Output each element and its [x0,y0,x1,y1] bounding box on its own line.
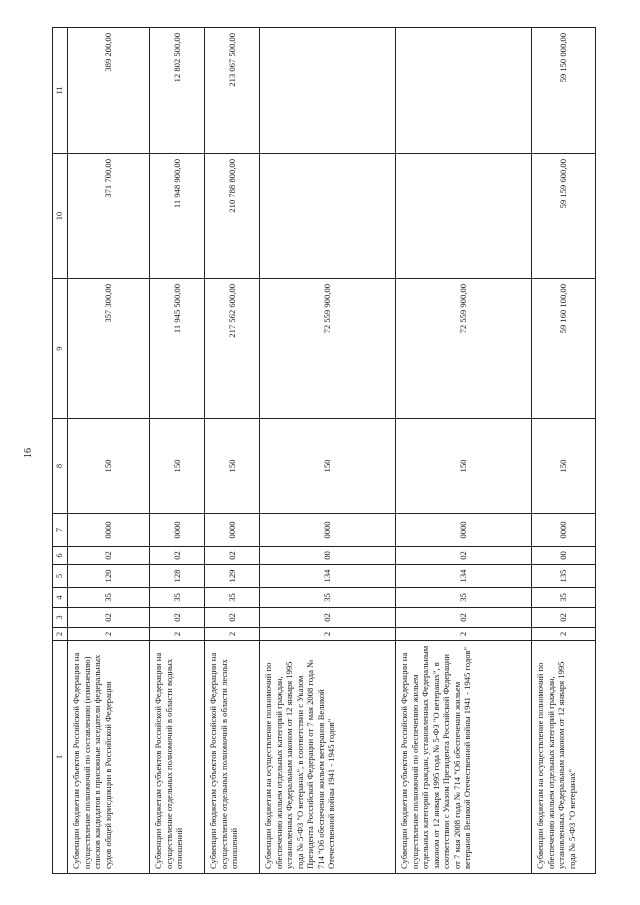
amount-cell: 11 948 900,00 [150,154,205,279]
code-cell: 150 [260,419,396,514]
code-cell: 00 [260,547,396,565]
code-cell: 150 [532,419,596,514]
amount-cell: 213 067 500,00 [205,28,260,154]
code-cell: 2 [150,628,205,641]
amount-cell [260,28,396,154]
row-name: Субвенции бюджетам субъектов Российской Федерации на осуществление полномочий по составлению (изменению) списков кандидатов в присяжные заседатели федеральных судов общей юрисдикции в Российской Федерации [68,641,150,874]
amount-cell: 12 802 500,00 [150,28,205,154]
table-row [396,28,532,874]
code-cell: 35 [260,588,396,608]
amount-cell: 59 159 600,00 [532,154,596,279]
table-row [150,28,205,874]
amount-cell: 357 300,00 [68,279,150,419]
column-header: 2 [53,628,68,641]
code-cell: 135 [532,565,596,588]
column-header: 10 [53,154,68,279]
code-cell: 02 [150,608,205,628]
amount-cell: 59 150 000,00 [532,28,596,154]
code-cell: 150 [205,419,260,514]
code-cell: 0000 [150,514,205,547]
column-header: 7 [53,514,68,547]
code-cell: 0000 [532,514,596,547]
code-cell: 0000 [396,514,532,547]
code-cell: 150 [68,419,150,514]
code-cell: 2 [532,628,596,641]
code-cell: 02 [68,547,150,565]
row-name: Субвенции бюджетам на осуществление полномочий по обеспечению жильем отдельных категорий граждан, установленных Федеральным законом от 12 января 1995 года № 5-ФЗ "О ветеранах" [532,641,596,874]
code-cell: 0000 [260,514,396,547]
amount-cell [396,28,532,154]
amount-cell: 210 788 800,00 [205,154,260,279]
column-header: 6 [53,547,68,565]
code-cell: 35 [68,588,150,608]
rotated-table-frame [52,28,602,874]
column-header: 8 [53,419,68,514]
column-header: 3 [53,608,68,628]
code-cell: 2 [68,628,150,641]
code-cell: 2 [205,628,260,641]
column-header: 1 [53,641,68,874]
row-name: Субвенции бюджетам субъектов Российской Федерации на осуществление отдельных полномочий в области водных отношений [150,641,205,874]
code-cell: 02 [68,608,150,628]
code-cell: 2 [396,628,532,641]
amount-cell: 11 945 500,00 [150,279,205,419]
row-name: Субвенции бюджетам на осуществление полномочий по обеспечению жильем отдельных категорий граждан, установленных Федеральным законом от 12 января 1995 года № 5-ФЗ "О ветеранах", в соответствии с Указом Президента Российской Федерации от 7 мая 2008 года № 714 "Об обеспечении жильем ветеранов Великой Отечественной войны 1941 - 1945 годов" [260,641,396,874]
code-cell: 134 [260,565,396,588]
column-header: 9 [53,279,68,419]
column-header: 11 [53,28,68,154]
page-number: 16 [23,448,34,458]
amount-cell: 72 559 900,00 [260,279,396,419]
code-cell: 02 [396,608,532,628]
code-cell: 02 [396,547,532,565]
code-cell: 00 [532,547,596,565]
code-cell: 02 [532,608,596,628]
row-name: Субвенции бюджетам субъектов Российской Федерации на осуществление полномочий по обеспечению жильем отдельных категорий граждан, установленных Федеральным законом от 12 января 1995 года № 5-ФЗ "О ветеранах", в соответствии с Указом Президента Российской Федерации от 7 мая 2008 года № 714 "Об обеспечении жильем ветеранов Великой Отечественной войны 1941 - 1945 годов" [396,641,532,874]
amount-cell: 217 562 600,00 [205,279,260,419]
code-cell: 35 [396,588,532,608]
table-row [260,28,396,874]
amount-cell: 371 700,00 [68,154,150,279]
table-row [68,28,150,874]
code-cell: 35 [532,588,596,608]
code-cell: 150 [396,419,532,514]
subventions-table [52,27,596,874]
code-cell: 35 [205,588,260,608]
table-wrapper [52,28,602,874]
amount-cell [260,154,396,279]
code-cell: 35 [150,588,205,608]
table-row [532,28,596,874]
code-cell: 02 [260,608,396,628]
header-row [53,28,68,874]
code-cell: 150 [150,419,205,514]
code-cell: 2 [260,628,396,641]
code-cell: 02 [150,547,205,565]
amount-cell [396,154,532,279]
code-cell: 0000 [205,514,260,547]
code-cell: 02 [205,608,260,628]
code-cell: 02 [205,547,260,565]
code-cell: 0000 [68,514,150,547]
table-row [205,28,260,874]
code-cell: 128 [150,565,205,588]
code-cell: 134 [396,565,532,588]
column-header: 5 [53,565,68,588]
amount-cell: 72 559 900,00 [396,279,532,419]
amount-cell: 59 160 100,00 [532,279,596,419]
code-cell: 120 [68,565,150,588]
amount-cell: 389 200,00 [68,28,150,154]
column-header: 4 [53,588,68,608]
row-name: Субвенции бюджетам субъектов Российской Федерации на осуществление отдельных полномочий в области лесных отношений [205,641,260,874]
code-cell: 129 [205,565,260,588]
